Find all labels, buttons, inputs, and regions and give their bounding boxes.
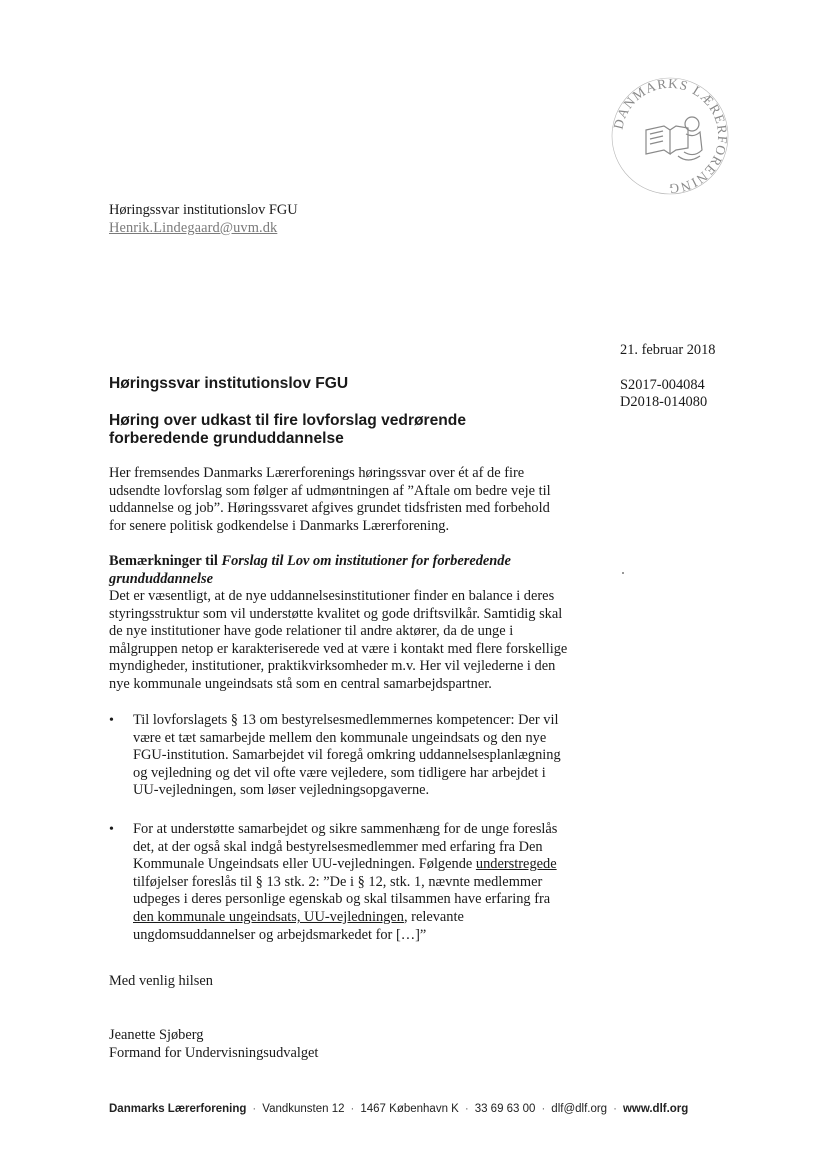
bullet-line: UU-vejledningen, som løser vejledningsopgaverne. [133,782,430,799]
page-title: Høringssvar institutionslov FGU [109,375,349,392]
footer-separator: · [464,1103,469,1115]
bullet-line: FGU-institution. Samarbejdet vil foregå omkring uddannelsesplanlægning [133,747,561,764]
document-number: D2018-014080 [620,394,708,411]
section-heading-law-title-cont: grunduddannelse [109,570,213,587]
footer-city: 1467 København K [360,1103,459,1115]
footer-separator: · [252,1103,257,1115]
bullet-line: det, at der også skal indgå bestyrelsesmedlemmer med erfaring fra Den [133,838,543,855]
body-line: styringsstruktur som vil understøtte kvalitet og gode driftsvilkår. Samtidig skal [109,605,563,622]
footer-website-link[interactable]: www.dlf.org [622,1103,689,1115]
section-heading [109,553,589,588]
bullet-line: udpeges i deres personlige egenskab og skal tilsammen have erfaring fra [133,891,551,908]
footer-separator: · [350,1103,355,1115]
footer-separator: · [541,1103,546,1115]
signer-role: Formand for Undervisningsudvalget [109,1044,319,1061]
intro-paragraph [109,465,579,535]
signature-block [109,1027,318,1062]
body-line: de nye institutioner have gode relationer til andre aktører, da de unge i [109,623,514,640]
bullet-text: , relevante [403,908,464,925]
bullet-item-2 [133,821,603,944]
body-line: nye kommunale ungeindsats stå som en central samarbejdspartner. [109,675,492,692]
bullet-line: ungdomsuddannelser og arbejdsmarkedet for […]” [133,926,427,943]
recipient-block [109,202,298,237]
closing-greeting: Med venlig hilsen [109,973,213,989]
bullet-line: For at understøtte samarbejdet og sikre sammenhæng for de unge foreslås [133,821,558,837]
intro-line: for senere politisk godkendelse i Danmarks Lærerforening. [109,517,450,534]
recipient-subject: Høringssvar institutionslov FGU [109,202,298,218]
footer-org: Danmarks Lærerforening [109,1103,247,1115]
section-heading-prefix: Bemærkninger til [109,553,222,569]
case-number: S2017-004084 [620,376,705,393]
seal-ring-text: DANMARKS LÆRERFORENING [610,75,731,197]
body-line: myndigheder, institutioner, praktikvirksomheder m.v. Her vil vejlederne i den [109,658,556,675]
underlined-text: understregede [475,856,557,873]
scan-speck [622,572,624,574]
footer-street: Vandkunsten 12 [262,1103,345,1115]
section-body [109,588,609,694]
bullet-line [133,856,603,874]
footer-email-link[interactable]: dlf@dlf.org [551,1103,608,1115]
bullet-line: være et tæt samarbejde mellem den kommunale ungeindsats og den nye [133,729,547,746]
document-date: 21. februar 2018 [620,342,716,358]
page-subtitle: Høring over udkast til fire lovforslag vedrørende forberedende grunduddannelse [109,412,467,447]
section-heading-law-title: Forslag til Lov om institutioner for forberedende [221,553,511,569]
signer-name: Jeanette Sjøberg [109,1027,204,1043]
bullet-marker: • [109,822,114,837]
intro-line: uddannelse og job”. Høringssvaret afgives grundet tidsfristen med forbehold [109,500,550,517]
recipient-email-link[interactable]: Henrik.Lindegaard@uvm.dk [109,219,278,236]
bullet-line: Til lovforslagets § 13 om bestyrelsesmedlemmernes kompetencer: Der vil [133,712,559,728]
footer-phone: 33 69 63 00 [474,1103,536,1115]
footer-separator: · [613,1103,617,1115]
footer [109,1103,688,1115]
seal-logo-icon [608,74,732,198]
underlined-text: den kommunale ungeindsats, UU-vejledningen [133,908,404,925]
bullet-line: og vejledning og det vil ofte være vejledere, som tidligere har arbejdet i [133,764,546,781]
bullet-item-1 [133,712,603,800]
intro-line: Her fremsendes Danmarks Lærerforenings høringssvar over ét af de fire [109,465,525,481]
document-meta [620,342,716,412]
bullet-line [133,909,603,927]
bullet-marker: • [109,713,114,728]
bullet-text: Kommunale Ungeindsats eller UU-vejledningen. Følgende [133,856,476,873]
body-line: Det er væsentligt, at de nye uddannelsesinstitutioner finder en balance i deres [109,588,555,604]
bullet-line: tilføjelser foreslås til § 13 stk. 2: ”De i § 12, stk. 1, nævnte medlemmer [133,873,543,890]
body-line: målgruppen netop er karakteriserede ved at være i kontakt med flere forskellige [109,640,568,657]
intro-line: udsendte lovforslag som følger af udmøntningen af ”Aftale om bedre veje til [109,482,551,499]
